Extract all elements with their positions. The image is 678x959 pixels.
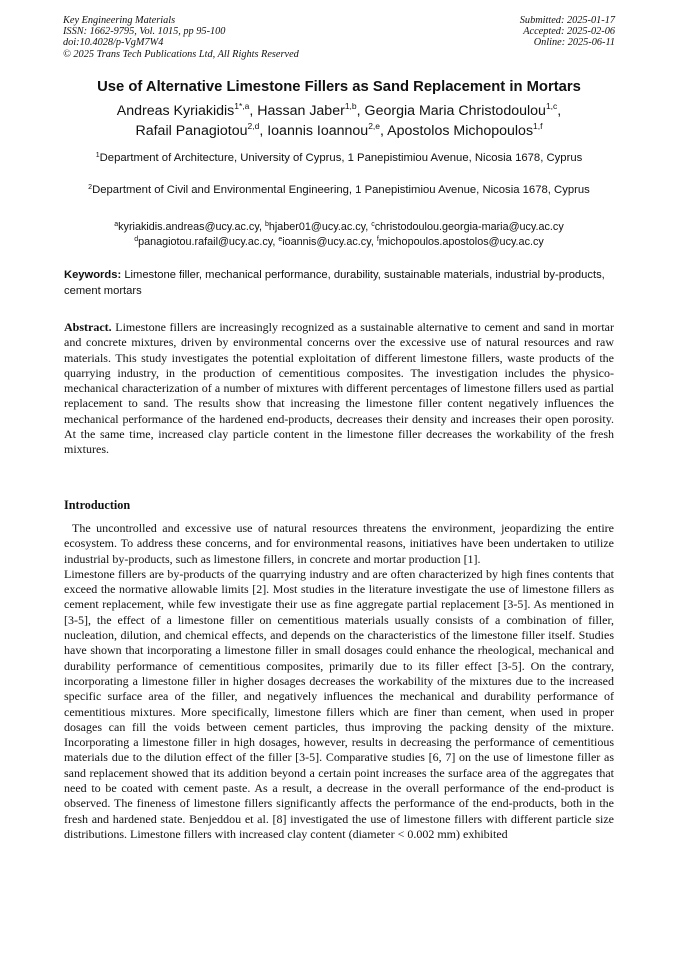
- affiliation-marker: 1: [95, 152, 100, 159]
- email-marker: a: [114, 221, 119, 228]
- affiliation: [60, 151, 618, 167]
- journal-info: [63, 15, 299, 60]
- section-heading-introduction: Introduction: [64, 498, 131, 512]
- author-emails: $^a$kyriakidis.andreas@ucy.ac.cy, $^b$hjaber01@ucy.ac.cy, $^c$christodoulou.georgia-maria@ucy.ac.cy $^d$panagiotou.rafail@ucy.ac.cy, $^e$ioannis@ucy.ac.cy, $^f$michopoulos.apostolos@ucy.ac.cy: [114, 221, 564, 248]
- date-submitted: Submitted: 2025-01-17: [519, 15, 615, 26]
- author-affil-marker: 1,c: [545, 101, 558, 111]
- abstract-label: Abstract.: [64, 320, 112, 334]
- affiliation-text: Department of Civil and Environmental Engineering, 1 Panepistimiou Avenue, Nicosia 1678, Cyprus: [92, 184, 590, 196]
- author-name: Ioannis Ioannou: [267, 122, 369, 139]
- paragraph: The uncontrolled and excessive use of natural resources threatens the environment, jeopardizing the entire ecosystem. To address these concerns, and for environmental reasons, initiatives have been undertaken to utilize industrial by-products, such as limestone fillers, in concrete and mortar production [1].: [64, 521, 614, 566]
- author-name: Rafail Panagiotou: [135, 122, 248, 139]
- paragraph: Limestone fillers are by-products of the quarrying industry and are often characterized by high fines contents that exceed the normative allowable limits [2]. Most studies in the literature investigate the use of limestone fillers as cement replacement, while few investigate their use as fine aggregate partial replacement [3-5]. As mentioned in [3-5], the effect of a limestone filler on cementitious materials usually consists of a combination of filler, nucleation, dilution, and chemical effects, and depends on the characteristics of the limestone filler itself. Studies have shown that incorporating a limestone filler in small dosages could enhance the rheological, mechanical and durability performance of cementitious composites, primarily due to its filler effect [3-5]. On the contrary, incorporating a limestone filler in higher dosages decreases the workability of the mixtures due to the increased specific surface area of the filler, and negatively influences the mechanical and durability performance of cementitious mixtures. More specifically, limestone fillers which are finer than cement, when used in proper dosages can fill the voids between cement particles, thus improving the packing density of the mixture. Incorporating a limestone filler in high dosages, however, results in decreasing the performance of cementitious materials due to the dilution effect of the filler [3-5]. Comparative studies [6, 7] on the use of limestone filler as sand replacement showed that its addition beyond a certain point increases the surface area of the aggregates that need to be coated with cement paste. As a result, a decrease in the overall performance of the end-product is observed. The fineness of limestone fillers significantly affects the performance of the end-products, both in the fresh and hardened state. Benjeddou et al. [8] investigated the use of limestone fillers with different particle size distributions. Limestone fillers with increased clay content (diameter < 0.002 mm) exhibited: [64, 566, 614, 841]
- affiliation-text: Department of Architecture, University of Cyprus, 1 Panepistimiou Avenue, Nicosia 1678, Cyprus: [99, 152, 583, 164]
- author-name: Georgia Maria Christodoulou: [364, 103, 546, 119]
- author-affil-marker: 1,b: [344, 101, 357, 111]
- affiliation-marker: 2: [88, 184, 93, 191]
- journal-name: Key Engineering Materials: [63, 15, 176, 26]
- email-link[interactable]: michopoulos.apostolos@ucy.ac.cy: [378, 236, 544, 248]
- author-name: Apostolos Michopoulos: [387, 122, 534, 139]
- journal-issn: ISSN: 1662-9795, Vol. 1015, pp 95-100: [63, 26, 226, 38]
- journal-copyright: © 2025 Trans Tech Publications Ltd, All Rights Reserved: [63, 48, 299, 60]
- keywords-label: Keywords:: [64, 269, 122, 281]
- author-affil-marker: 1*,a: [234, 101, 250, 111]
- keywords-text: Limestone filler, mechanical performance, durability, sustainable materials, industrial by-products, cement mortars: [64, 269, 605, 297]
- email-marker: b: [264, 221, 269, 228]
- email-link[interactable]: ioannis@ucy.ac.cy: [282, 236, 371, 248]
- author-name: Andreas Kyriakidis: [116, 103, 235, 119]
- author-affil-marker: 1,f: [533, 120, 543, 131]
- email-marker: f: [376, 236, 379, 243]
- introduction-body: [64, 521, 614, 842]
- date-online: Online: 2025-06-11: [533, 37, 615, 49]
- submission-dates: [520, 15, 615, 49]
- author-affil-marker: 2,d: [247, 120, 260, 131]
- email-link[interactable]: hjaber01@ucy.ac.cy: [268, 221, 366, 233]
- affiliation: [60, 183, 618, 199]
- email-link[interactable]: christodoulou.georgia-maria@ucy.ac.cy: [374, 221, 564, 233]
- author-affil-marker: 2,e: [368, 120, 381, 131]
- paper-title: Use of Alternative Limestone Fillers as Sand Replacement in Mortars: [97, 79, 581, 95]
- abstract: [64, 320, 614, 458]
- date-accepted: Accepted: 2025-02-06: [523, 26, 615, 38]
- author-list: Andreas Kyriakidis$^{1*,a}$, Hassan Jaber$^{1,b}$, Georgia Maria Christodoulou$^{1,c}$, Rafail Panagiotou$^{2,d}$, Ioannis Ioannou$^{2,e}$, Apostolos Michopoulos$^{1,f}$: [116, 101, 562, 139]
- abstract-text: Limestone fillers are increasingly recognized as a sustainable alternative to cement and sand in mortar and concrete mixtures, driven by environmental concerns over the excessive use of natural resources and raw materials. This study investigates the potential exploitation of different limestone fillers, waste products of the quarrying industry, in the production of cementitious composites. The investigation includes the physico-mechanical characterization of a number of mixtures with different percentages of limestone fillers used as partial replacement to sand. The results show that increasing the limestone filler content negatively influences the mechanical performance of the hardened end-products, decreases their density and increases their open porosity. At the same time, increased clay particle content in the limestone filler decreases the workability of the fresh mixtures.: [64, 320, 614, 457]
- email-marker: d: [134, 236, 139, 243]
- journal-doi: doi:10.4028/p-VgM7W4: [63, 37, 164, 49]
- email-marker: c: [371, 221, 375, 228]
- author-name: Hassan Jaber: [257, 103, 345, 119]
- email-link[interactable]: panagiotou.rafail@ucy.ac.cy: [138, 236, 273, 248]
- email-link[interactable]: kyriakidis.andreas@ucy.ac.cy: [118, 221, 259, 233]
- email-marker: e: [278, 236, 283, 243]
- keywords: [64, 268, 616, 299]
